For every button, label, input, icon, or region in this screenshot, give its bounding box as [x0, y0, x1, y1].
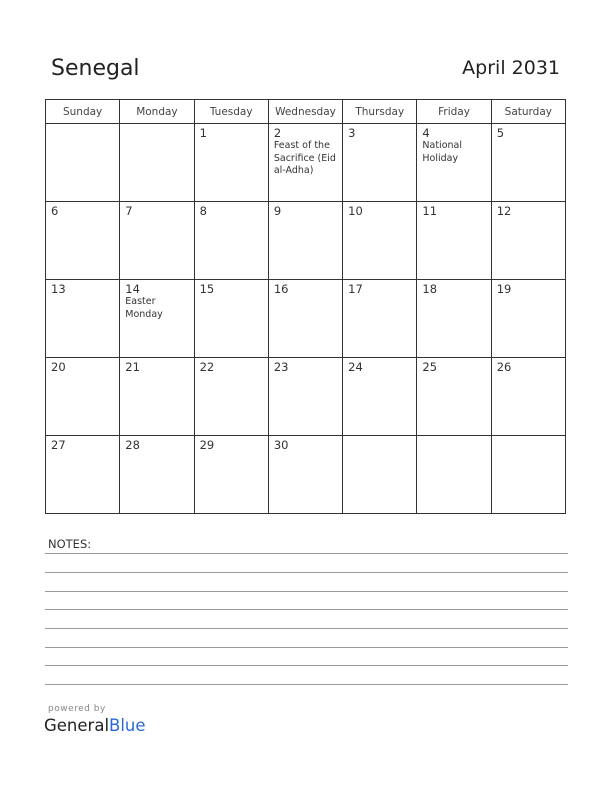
day-number: 4: [422, 126, 430, 140]
day-cell: [268, 280, 342, 358]
day-cell: [417, 202, 491, 280]
day-number: 25: [422, 360, 438, 374]
day-number: 17: [348, 282, 363, 296]
weekday-saturday: Saturday: [491, 100, 565, 124]
day-number: 23: [273, 360, 289, 374]
day-cell: [268, 202, 342, 280]
day-cell: [491, 358, 565, 436]
weekday-monday: Monday: [120, 100, 194, 124]
day-number: 14: [125, 282, 140, 296]
day-cell: [268, 436, 342, 514]
week-row: [46, 280, 566, 358]
weekday-sunday: Sunday: [46, 100, 120, 124]
day-number: 24: [348, 360, 363, 374]
day-number: 15: [199, 282, 215, 296]
country-title: Senegal: [51, 56, 140, 81]
day-cell: [194, 124, 268, 202]
weekday-friday: Friday: [417, 100, 491, 124]
day-number: 30: [273, 438, 289, 452]
day-cell: [46, 202, 120, 280]
note-line: [45, 553, 568, 554]
day-cell: [343, 280, 417, 358]
note-line: [45, 665, 568, 666]
day-number: 18: [422, 282, 438, 296]
note-line: [45, 628, 568, 629]
weekday-tuesday: Tuesday: [194, 100, 268, 124]
day-number: [46, 124, 119, 126]
day-number: 11: [422, 204, 438, 218]
day-number: 27: [51, 438, 66, 452]
day-cell: [194, 280, 268, 358]
day-number: [120, 124, 193, 126]
note-line: [45, 647, 568, 648]
day-number: 9: [273, 204, 282, 218]
day-cell: [120, 280, 194, 358]
day-number: 7: [125, 204, 133, 218]
weekday-thursday: Thursday: [343, 100, 417, 124]
day-cell: [46, 358, 120, 436]
day-number: 21: [125, 360, 140, 374]
day-number: 10: [348, 204, 363, 218]
day-number: 19: [496, 282, 512, 296]
powered-by-text: powered by: [48, 704, 106, 714]
holiday-event: Easter Monday: [125, 296, 163, 320]
day-number: 29: [199, 438, 215, 452]
week-row: [46, 124, 566, 202]
day-cell: [120, 124, 194, 202]
day-number: 5: [496, 126, 505, 140]
day-cell: [120, 436, 194, 514]
day-cell: [491, 124, 565, 202]
day-cell: [268, 124, 342, 202]
day-number: 22: [199, 360, 215, 374]
note-line: [45, 684, 568, 685]
day-cell: [417, 436, 491, 514]
brand-logo: [44, 716, 146, 735]
day-number: 20: [51, 360, 66, 374]
day-cell: [120, 358, 194, 436]
day-cell: [343, 124, 417, 202]
brand-name-general: General: [44, 716, 110, 735]
day-cell: [417, 280, 491, 358]
weekday-wednesday: Wednesday: [268, 100, 342, 124]
week-row: [46, 202, 566, 280]
day-cell: [194, 358, 268, 436]
week-row: [46, 436, 566, 514]
day-cell: [417, 124, 491, 202]
note-line: [45, 572, 568, 573]
day-cell: [491, 280, 565, 358]
day-number: 26: [496, 360, 512, 374]
day-number: 8: [199, 204, 207, 218]
holiday-event: National Holiday: [422, 140, 462, 164]
note-line: [45, 591, 568, 592]
day-number: 1: [199, 126, 207, 140]
day-cell: [491, 436, 565, 514]
day-cell: [491, 202, 565, 280]
day-number: 12: [496, 204, 512, 218]
day-number: 2: [273, 126, 282, 140]
day-cell: [343, 358, 417, 436]
day-cell: [268, 358, 342, 436]
day-cell: [343, 202, 417, 280]
week-row: [46, 358, 566, 436]
day-cell: [343, 436, 417, 514]
day-cell: [120, 202, 194, 280]
brand-name-blue: Blue: [109, 716, 146, 735]
day-cell: [46, 124, 120, 202]
day-cell: [46, 436, 120, 514]
day-cell: [194, 202, 268, 280]
day-number: 28: [125, 438, 140, 452]
day-cell: [194, 436, 268, 514]
day-number: 3: [348, 126, 356, 140]
day-cell: [417, 358, 491, 436]
notes-label: NOTES:: [48, 537, 92, 551]
day-number: 6: [51, 204, 59, 218]
day-number: 16: [273, 282, 289, 296]
holiday-event: Feast of the Sacrifice (Eid al-Adha): [273, 140, 336, 176]
day-cell: [46, 280, 120, 358]
day-number: 13: [51, 282, 66, 296]
note-line: [45, 609, 568, 610]
weekday-header-row: [46, 100, 566, 124]
month-year-title: April 2031: [462, 57, 560, 79]
calendar-grid: [45, 99, 566, 514]
day-number: [417, 436, 490, 438]
day-number: [492, 436, 565, 438]
day-number: [343, 436, 416, 438]
